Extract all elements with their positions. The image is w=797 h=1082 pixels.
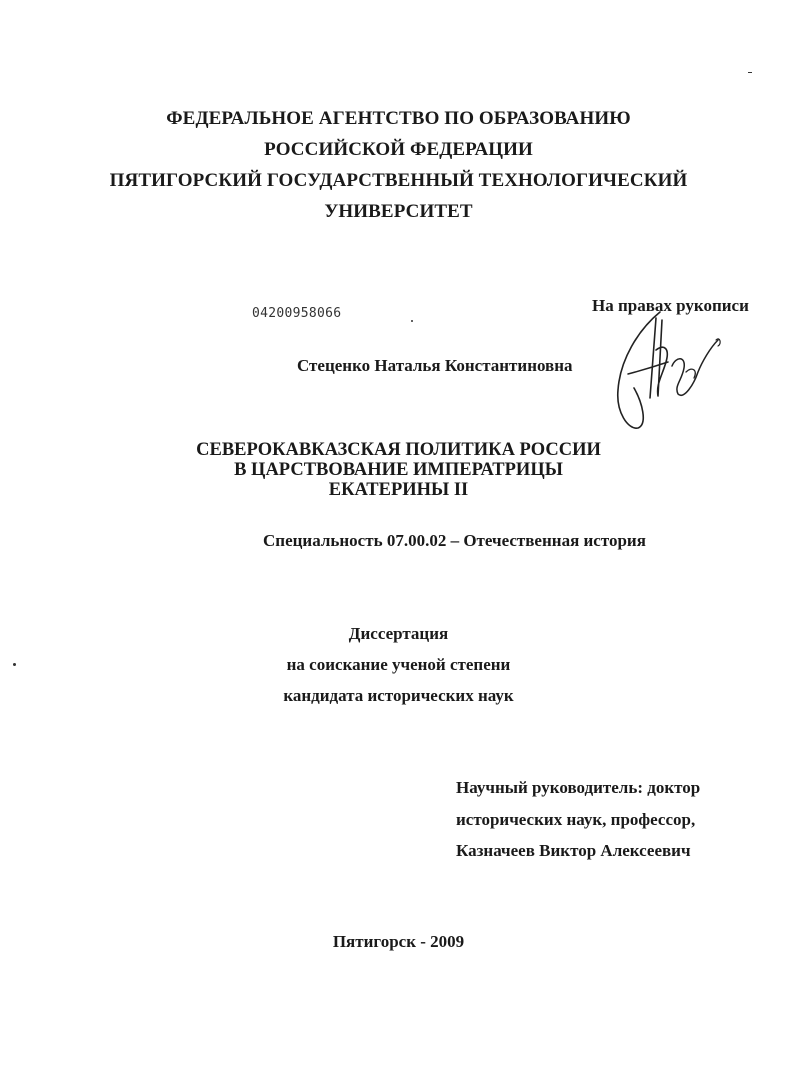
manuscript-rights: На правах рукописи [592, 296, 749, 315]
scan-speck [748, 72, 752, 73]
degree-line-2: на соискание ученой степени [286, 655, 511, 674]
author-name: Стеценко Наталья Константиновна [297, 356, 573, 375]
scan-speck [411, 320, 413, 322]
agency-line-1: ФЕДЕРАЛЬНОЕ АГЕНТСТВО ПО ОБРАЗОВАНИЮ [166, 108, 631, 129]
supervisor-line-3: Казначеев Виктор Алексеевич [456, 841, 691, 860]
supervisor-line-1: Научный руководитель: доктор [456, 778, 701, 797]
supervisor-line-2: исторических наук, профессор, [456, 810, 696, 829]
agency-line-2: РОССИЙСКОЙ ФЕДЕРАЦИИ [264, 139, 533, 160]
university-line-1: ПЯТИГОРСКИЙ ГОСУДАРСТВЕННЫЙ ТЕХНОЛОГИЧЕСКИЙ [109, 170, 688, 191]
degree-line-3: кандидата исторических наук [283, 686, 514, 705]
title-line-3: ЕКАТЕРИНЫ II [328, 480, 469, 500]
catalog-number: 04200958066 [252, 306, 342, 321]
specialty: Специальность 07.00.02 – Отечественная история [263, 531, 646, 550]
title-line-2: В ЦАРСТВОВАНИЕ ИМПЕРАТРИЦЫ [234, 460, 563, 480]
title-line-1: СЕВЕРОКАВКАЗСКАЯ ПОЛИТИКА РОССИИ [196, 440, 601, 460]
degree-line-1: Диссертация [348, 624, 449, 643]
scan-speck [13, 663, 16, 666]
handwritten-signature-icon [598, 300, 728, 440]
place-year: Пятигорск - 2009 [332, 932, 465, 951]
university-line-2: УНИВЕРСИТЕТ [324, 201, 473, 222]
